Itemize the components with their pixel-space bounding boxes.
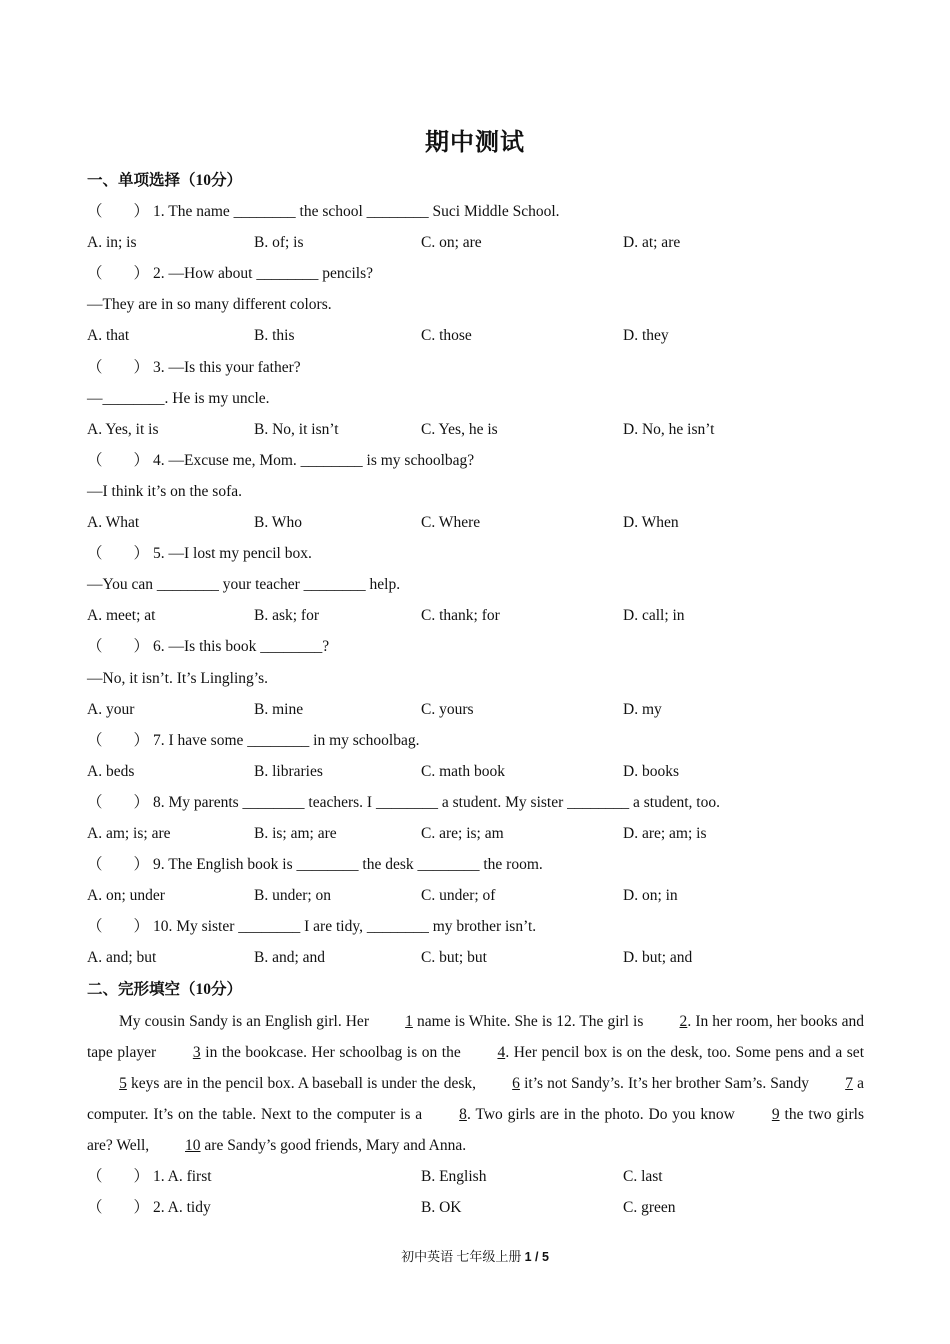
answer-option: A. What [87, 514, 140, 531]
dialogue-line: —They are in so many different colors. [87, 296, 332, 314]
cloze-blank: 5 [119, 1075, 127, 1092]
answer-option: C. those [421, 327, 472, 345]
answer-option: B. libraries [254, 762, 323, 780]
answer-parentheses: （ ） [87, 545, 150, 563]
cloze-option: C. last [623, 1168, 663, 1185]
section-heading-2: 二、完形填空（10分） [87, 981, 243, 998]
answer-option: C. but; but [421, 949, 487, 967]
question-stem: （ ） 3. —Is this your father? [87, 358, 301, 376]
answer-option: D. my [623, 700, 662, 718]
answer-option: C. are; is; am [421, 825, 504, 842]
dialogue-line: —You can ________ your teacher ________ help. [87, 576, 401, 594]
cloze-blank: 10 [185, 1137, 201, 1154]
answer-option: A. in; is [87, 234, 137, 252]
question-stem: （ ） 10. My sister ________ I are tidy, ________ my brother isn’t. [87, 918, 537, 936]
answer-option: D. they [623, 327, 669, 345]
question-stem: （ ） 7. I have some ________ in my schoolbag. [87, 731, 420, 749]
answer-option: B. and; and [254, 949, 326, 967]
answer-option: D. books [623, 762, 679, 780]
answer-option: A. that [87, 327, 130, 345]
answer-option: A. on; under [87, 887, 165, 905]
page-title: 期中测试 [425, 130, 525, 156]
question-stem: （ ） 5. —I lost my pencil box. [87, 545, 312, 563]
answer-parentheses: （ ） [87, 856, 150, 874]
question-stem: （ ） 2. —How about ________ pencils? [87, 265, 373, 283]
answer-option: B. mine [254, 700, 304, 718]
cloze-option: C. green [623, 1199, 676, 1216]
cloze-question-1: （ ） 1. A. first [87, 1168, 212, 1185]
answer-option: A. am; is; are [87, 825, 171, 842]
cloze-blank: 6 [512, 1075, 520, 1092]
cloze-blank: 2 [679, 1013, 688, 1030]
answer-option: B. of; is [254, 234, 304, 252]
question-stem: （ ） 1. The name ________ the school ________ Suci Middle School. [87, 203, 560, 220]
answer-option: C. on; are [421, 234, 482, 252]
answer-option: D. No, he isn’t [623, 420, 715, 438]
answer-option: B. ask; for [254, 607, 320, 625]
cloze-blank: 7 [845, 1075, 853, 1092]
answer-option: A. and; but [87, 949, 157, 967]
answer-option: A. beds [87, 762, 135, 780]
answer-option: D. call; in [623, 607, 685, 625]
answer-parentheses: （ ） [87, 358, 150, 376]
answer-parentheses: （ ） [87, 451, 150, 469]
question-stem: （ ） 8. My parents ________ teachers. I ________ a student. My sister ________ a student, too. [87, 793, 720, 811]
answer-option: A. Yes, it is [87, 420, 159, 438]
section-heading-1: 一、单项选择（10分） [87, 172, 243, 189]
answer-parentheses: （ ） [87, 265, 150, 283]
answer-parentheses: （ ） [87, 203, 150, 220]
answer-option: C. Where [421, 514, 481, 531]
cloze-blank: 1 [405, 1013, 413, 1030]
question-stem: （ ） 4. —Excuse me, Mom. ________ is my schoolbag? [87, 451, 475, 469]
answer-option: C. thank; for [421, 607, 500, 625]
cloze-option: B. English [421, 1168, 487, 1185]
question-stem: （ ） 9. The English book is ________ the desk ________ the room. [87, 856, 543, 874]
cloze-blank: 4 [497, 1044, 506, 1061]
answer-option: D. are; am; is [623, 825, 707, 842]
answer-option: D. but; and [623, 949, 693, 967]
answer-parentheses: （ ） [87, 793, 150, 811]
answer-option: C. under; of [421, 887, 496, 905]
answer-option: D. at; are [623, 234, 681, 252]
answer-option: B. Who [254, 514, 302, 531]
question-stem: （ ） 6. —Is this book ________? [87, 638, 330, 656]
answer-option: C. Yes, he is [421, 420, 498, 438]
cloze-blank: 9 [771, 1106, 780, 1123]
answer-parentheses: （ ） [87, 918, 150, 936]
answer-option: B. this [254, 327, 295, 345]
answer-option: B. under; on [254, 887, 332, 905]
cloze-question-2: （ ） 2. A. tidy [87, 1199, 211, 1216]
answer-option: C. math book [421, 762, 505, 780]
page-number: 1 / 5 [524, 1250, 549, 1264]
answer-option: D. When [623, 514, 679, 531]
answer-option: B. No, it isn’t [254, 420, 339, 438]
answer-parentheses: （ ） [87, 638, 150, 656]
answer-option: D. on; in [623, 887, 678, 905]
answer-option: C. yours [421, 700, 474, 718]
answer-option: A. meet; at [87, 607, 156, 625]
dialogue-line: —I think it’s on the sofa. [87, 482, 242, 500]
cloze-blank: 3 [192, 1044, 201, 1061]
answer-option: B. is; am; are [254, 825, 337, 842]
answer-option: A. your [87, 700, 135, 718]
dialogue-line: —No, it isn’t. It’s Lingling’s. [87, 669, 268, 687]
dialogue-line: —________. He is my uncle. [87, 389, 270, 407]
cloze-blank: 8 [459, 1106, 467, 1123]
page-footer: 初中英语 七年级上册 1 / 5 [401, 1249, 549, 1264]
cloze-passage: My cousin Sandy is an English girl. Her 1 name is White. She is 12. The girl is 2. In her room, her books and tape player 3 in the bookcase. Her schoolbag is on the 4. Her pencil box is on the desk, too. Some pens and a set 5 keys are in the pencil box. A baseball is under the desk, 6 it’s not Sandy’s. It’s her brother Sam’s. Sandy 7 a computer. It’s on the table. Next to the computer is a 8. Two girls are in the photo. Do you know 9 the two girls are? Well, 10 are Sandy’s good friends, Mary and Anna. [87, 1006, 864, 1161]
cloze-option: B. OK [421, 1199, 462, 1216]
answer-parentheses: （ ） [87, 731, 150, 749]
